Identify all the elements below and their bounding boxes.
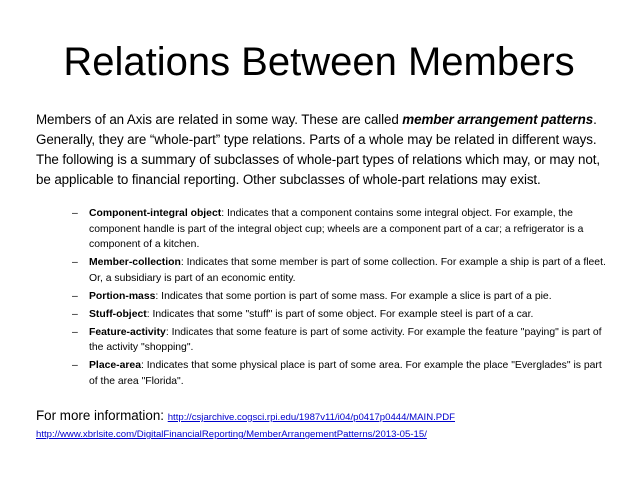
dash-bullet: – bbox=[72, 308, 78, 320]
dash-bullet: – bbox=[72, 208, 78, 219]
bullet-text: : Indicates that some portion is part of some mass. For example a slice is part of a pie. bbox=[155, 290, 552, 302]
dash-bullet: – bbox=[72, 360, 78, 371]
dash-bullet: – bbox=[72, 257, 78, 268]
bullet-text: : Indicates that some physical place is part of some area. For example the place "Everglades" is part of the area "Florida". bbox=[89, 360, 602, 387]
list-item bbox=[72, 307, 612, 323]
bullet-text: : Indicates that some "stuff" is part of some object. For example steel is part of a car. bbox=[146, 308, 534, 320]
bullet-term: Component-integral object bbox=[89, 208, 222, 219]
bullet-text: : Indicates that a component contains some integral object. For example, the component handle is part of the integral object cup; wheels are a component part of a car; a refrigerator is a component of a kitchen. bbox=[89, 208, 584, 250]
dash-bullet: – bbox=[72, 290, 78, 302]
intro-paragraph bbox=[36, 110, 608, 190]
intro-text-before: Members of an Axis are related in some way. These are called bbox=[36, 112, 403, 127]
list-item bbox=[72, 358, 612, 389]
bullet-term: Member-collection bbox=[89, 257, 181, 268]
relations-list bbox=[72, 206, 612, 392]
more-info-label: For more information: bbox=[36, 408, 168, 423]
bullet-term: Portion-mass bbox=[89, 290, 156, 302]
intro-text-after: . Generally, they are “whole-part” type relations. Parts of a whole may be related in different ways. The following is a summary of subclasses of whole-part types of relations which may, or may not, be applicable to financial reporting. Other subclasses of whole-part relations may exist. bbox=[36, 112, 600, 187]
bullet-term: Place-area bbox=[89, 360, 141, 371]
bullet-term: Stuff-object bbox=[89, 308, 147, 320]
bullet-text: : Indicates that some feature is part of some activity. For example the feature "paying" is part of the activity "shopping". bbox=[89, 326, 602, 353]
list-item bbox=[72, 255, 612, 286]
xbrlsite-link[interactable]: http://www.xbrlsite.com/DigitalFinancialReporting/MemberArrangementPatterns/2013-05-15/ bbox=[36, 429, 427, 440]
bullet-text: : Indicates that some member is part of some collection. For example a ship is part of a fleet. Or, a subsidiary is part of an economic entity. bbox=[89, 257, 606, 284]
slide-title: Relations Between Members bbox=[63, 40, 575, 84]
list-item bbox=[72, 206, 612, 253]
list-item bbox=[72, 325, 612, 356]
intro-emphasis: member arrangement patterns bbox=[402, 112, 594, 127]
list-item bbox=[72, 289, 612, 305]
dash-bullet: – bbox=[72, 326, 78, 338]
bullet-term: Feature-activity bbox=[89, 326, 166, 338]
paper-link[interactable]: http://csjarchive.cogsci.rpi.edu/1987v11/i04/p0417p0444/MAIN.PDF bbox=[167, 412, 455, 423]
more-info bbox=[36, 407, 616, 427]
